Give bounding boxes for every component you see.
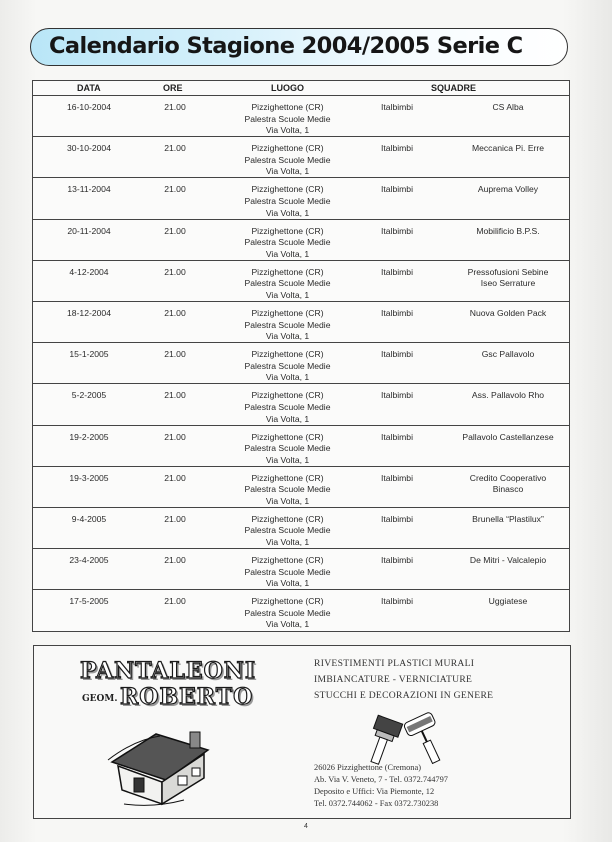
table-body (33, 96, 569, 631)
venue-line: Palestra Scuole Medie (244, 401, 331, 412)
match-venue (205, 390, 370, 425)
table-row (33, 467, 569, 508)
table-header (33, 81, 569, 96)
page-number: 4 (304, 823, 308, 830)
match-date: 17-5-2005 (69, 596, 109, 607)
venue-line: Palestra Scuole Medie (244, 195, 331, 206)
sponsor-advertisement (33, 645, 571, 819)
contact-line: 26026 Pizzighettone (Cremona) (314, 763, 421, 772)
venue-line: Via Volta, 1 (265, 372, 310, 383)
match-venue (205, 432, 370, 467)
away-team-line: De Mitri - Valcalepio (469, 555, 547, 566)
venue-line: Pizzighettone (CR) (251, 349, 324, 360)
away-team-line: Brunella “Plastilux” (472, 513, 544, 524)
match-venue (205, 349, 370, 384)
service-item: STUCCHI E DECORAZIONI IN GENERE (314, 690, 494, 701)
venue-line: Palestra Scuole Medie (244, 278, 331, 289)
match-venue (205, 514, 370, 549)
match-time: 21.00 (164, 102, 186, 112)
match-venue (205, 143, 370, 178)
away-team (448, 349, 568, 361)
title-banner (30, 28, 568, 66)
match-venue (205, 473, 370, 508)
service-item: RIVESTIMENTI PLASTICI MURALI (314, 658, 475, 669)
match-date: 19-3-2005 (69, 472, 109, 483)
venue-line: Pizzighettone (CR) (251, 555, 324, 566)
venue-line: Via Volta, 1 (265, 331, 310, 342)
away-team (448, 308, 568, 320)
match-time: 21.00 (164, 390, 186, 401)
match-date: 13-11-2004 (67, 184, 111, 195)
brand-name-line2: ROBERTO (120, 684, 254, 710)
table-row (33, 220, 569, 261)
match-time: 21.00 (164, 472, 186, 483)
match-time: 21.00 (164, 431, 186, 442)
match-date: 9-4-2005 (71, 513, 107, 524)
away-team-line: Auprema Volley (477, 184, 539, 195)
away-team (448, 143, 568, 155)
table-row (33, 343, 569, 384)
venue-line: Palestra Scuole Medie (244, 360, 331, 371)
away-team (448, 555, 568, 567)
venue-line: Via Volta, 1 (265, 125, 310, 136)
contact-line: Deposito e Uffici: Via Piemonte, 12 (314, 787, 435, 797)
away-team-line: Credito Cooperativo (469, 472, 547, 483)
venue-line: Palestra Scuole Medie (244, 237, 331, 248)
home-team: Italbimbi (381, 555, 413, 566)
header-place: LUOGO (271, 83, 304, 93)
match-time: 21.00 (164, 349, 186, 360)
match-venue (205, 102, 370, 137)
brand-name-line1: PANTALEONI (80, 658, 257, 684)
venue-line: Pizzighettone (CR) (251, 143, 324, 154)
venue-line: Palestra Scuole Medie (244, 525, 331, 536)
venue-line: Palestra Scuole Medie (244, 607, 331, 618)
match-time: 21.00 (164, 225, 186, 236)
table-row (33, 384, 569, 425)
contact-line: Tel. 0372.744062 - Fax 0372.730238 (314, 799, 439, 809)
away-team (448, 596, 568, 608)
away-team-line: CS Alba (492, 102, 524, 112)
away-team (448, 267, 568, 290)
venue-line: Via Volta, 1 (265, 578, 310, 589)
away-team (448, 226, 568, 238)
header-time: ORE (163, 83, 183, 93)
match-time: 21.00 (164, 184, 186, 195)
match-time: 21.00 (164, 513, 186, 524)
venue-line: Via Volta, 1 (265, 248, 310, 259)
page-title: Calendario Stagione 2004/2005 Serie C (49, 33, 523, 59)
away-team (448, 102, 568, 114)
away-team (448, 184, 568, 196)
venue-line: Via Volta, 1 (265, 166, 310, 177)
venue-line: Via Volta, 1 (265, 207, 310, 218)
home-team: Italbimbi (381, 472, 413, 483)
table-row (33, 178, 569, 219)
away-team-line: Uggiatese (488, 596, 528, 607)
away-team-line: Meccanica Pi. Erre (471, 143, 545, 154)
venue-line: Via Volta, 1 (265, 619, 310, 630)
venue-line: Pizzighettone (CR) (251, 225, 324, 236)
venue-line: Via Volta, 1 (265, 454, 310, 465)
away-team (448, 390, 568, 402)
home-team: Italbimbi (381, 596, 413, 607)
home-team: Italbimbi (381, 431, 413, 442)
home-team: Italbimbi (381, 225, 413, 236)
brand-title-prefix: GEOM. (82, 694, 118, 704)
table-row (33, 590, 569, 631)
venue-line: Pizzighettone (CR) (251, 596, 324, 607)
home-team: Italbimbi (381, 266, 413, 277)
home-team: Italbimbi (381, 390, 413, 401)
match-date: 16-10-2004 (67, 102, 111, 112)
away-team (448, 473, 568, 496)
match-date: 18-12-2004 (67, 307, 111, 318)
home-team: Italbimbi (381, 184, 413, 195)
away-team-line: Mobilificio B.P.S. (476, 225, 540, 236)
table-row (33, 261, 569, 302)
venue-line: Via Volta, 1 (265, 537, 310, 548)
match-date: 30-10-2004 (67, 143, 111, 154)
venue-line: Palestra Scuole Medie (244, 113, 331, 124)
home-team: Italbimbi (381, 349, 413, 360)
home-team: Italbimbi (381, 307, 413, 318)
home-team: Italbimbi (381, 143, 413, 154)
table-row (33, 302, 569, 343)
match-date: 5-2-2005 (71, 390, 107, 401)
venue-line: Pizzighettone (CR) (251, 102, 324, 112)
table-row (33, 426, 569, 467)
venue-line: Palestra Scuole Medie (244, 484, 331, 495)
venue-line: Via Volta, 1 (265, 289, 310, 300)
away-team-line: Nuova Golden Pack (469, 307, 547, 318)
venue-line: Pizzighettone (CR) (251, 513, 324, 524)
service-item: IMBIANCATURE - VERNICIATURE (314, 674, 473, 685)
contact-line: Ab. Via V. Veneto, 7 - Tel. 0372.744797 (314, 775, 448, 785)
venue-line: Pizzighettone (CR) (251, 184, 324, 195)
away-team-line: Pressofusioni Sebine (467, 266, 549, 277)
venue-line: Pizzighettone (CR) (251, 472, 324, 483)
match-time: 21.00 (164, 555, 186, 566)
home-team: Italbimbi (381, 102, 413, 112)
match-venue (205, 308, 370, 343)
match-date: 19-2-2005 (69, 431, 109, 442)
table-row (33, 508, 569, 549)
match-venue (205, 267, 370, 302)
header-date: DATA (77, 83, 101, 93)
match-time: 21.00 (164, 266, 186, 277)
away-team (448, 432, 568, 444)
table-row (33, 137, 569, 178)
paint-brush-roller-icon (360, 712, 452, 768)
table-row (33, 549, 569, 590)
contact-info (314, 762, 448, 810)
venue-line: Via Volta, 1 (265, 413, 310, 424)
venue-line: Pizzighettone (CR) (251, 431, 324, 442)
venue-line: Pizzighettone (CR) (251, 390, 324, 401)
match-venue (205, 555, 370, 590)
services-list (314, 656, 493, 704)
home-team: Italbimbi (381, 513, 413, 524)
venue-line: Via Volta, 1 (265, 495, 310, 506)
match-venue (205, 184, 370, 219)
away-team-line: Pallavolo Castellanzese (462, 431, 554, 442)
away-team-line: Iseo Serrature (480, 278, 536, 289)
match-date: 15-1-2005 (69, 349, 109, 360)
away-team (448, 514, 568, 526)
venue-line: Pizzighettone (CR) (251, 307, 324, 318)
table-row (33, 96, 569, 137)
away-team-line: Gsc Pallavolo (481, 349, 535, 360)
match-time: 21.00 (164, 143, 186, 154)
venue-line: Pizzighettone (CR) (251, 266, 324, 277)
match-venue (205, 226, 370, 261)
away-team-line: Ass. Pallavolo Rho (471, 390, 545, 401)
match-date: 20-11-2004 (67, 225, 111, 236)
match-time: 21.00 (164, 307, 186, 318)
house-painter-illustration (104, 720, 224, 810)
venue-line: Palestra Scuole Medie (244, 443, 331, 454)
venue-line: Palestra Scuole Medie (244, 319, 331, 330)
venue-line: Palestra Scuole Medie (244, 154, 331, 165)
match-venue (205, 596, 370, 631)
match-time: 21.00 (164, 596, 186, 607)
match-date: 23-4-2005 (69, 555, 109, 566)
schedule-table (32, 80, 570, 632)
away-team-line: Binasco (492, 484, 524, 495)
venue-line: Palestra Scuole Medie (244, 566, 331, 577)
header-teams: SQUADRE (431, 83, 477, 93)
match-date: 4-12-2004 (69, 266, 109, 277)
